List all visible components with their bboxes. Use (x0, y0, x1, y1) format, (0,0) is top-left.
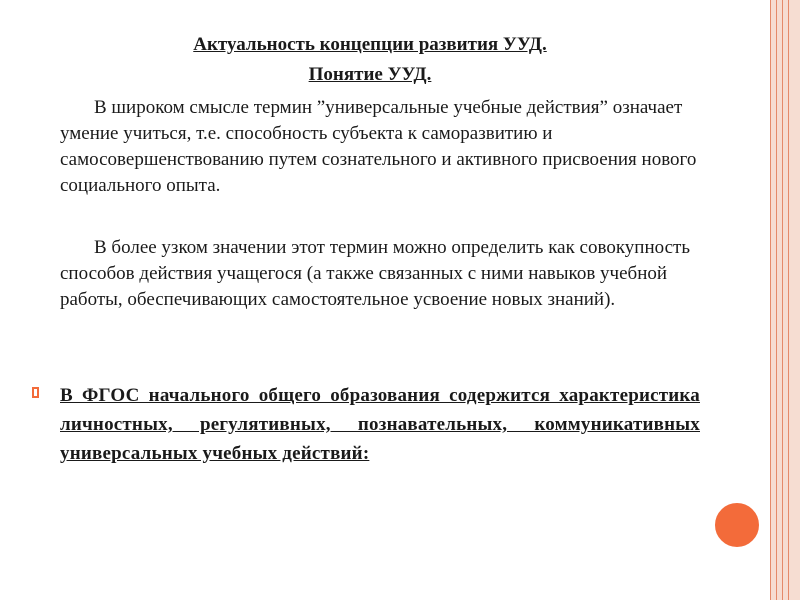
right-stripe (770, 0, 800, 600)
stripe-line-1 (770, 0, 771, 600)
stripe-line-3 (782, 0, 783, 600)
bullet-text: В ФГОС начального общего образования содержится характеристика личностных, регулятивных, познавательных, коммуникативных универсальных учебных действий: (60, 385, 700, 464)
paragraph-narrow-text: В более узком значении этот термин можно определить как совокупность способов действия учащегося (а также связанных с ними навыков учебной работы, обеспечивающих самостоятельное усвоение новых знаний). (60, 237, 690, 310)
square-bullet-icon (32, 387, 39, 398)
stripe-line-4 (788, 0, 789, 600)
slide-title: Актуальность концепции развития УУД. (193, 34, 547, 55)
circle-decoration (712, 500, 762, 550)
slide-subtitle: Понятие УУД. (308, 64, 432, 85)
paragraph-broad (60, 95, 700, 199)
paragraph-broad-text: В широком смысле термин ”универсальные учебные действия” означает умение учиться, т.е. способность субъекта к саморазвитию и самосовершенствованию путем сознательного и активного присвоения нового социального опыта. (60, 97, 697, 196)
stripe-line-2 (776, 0, 777, 600)
paragraph-narrow (60, 235, 700, 313)
